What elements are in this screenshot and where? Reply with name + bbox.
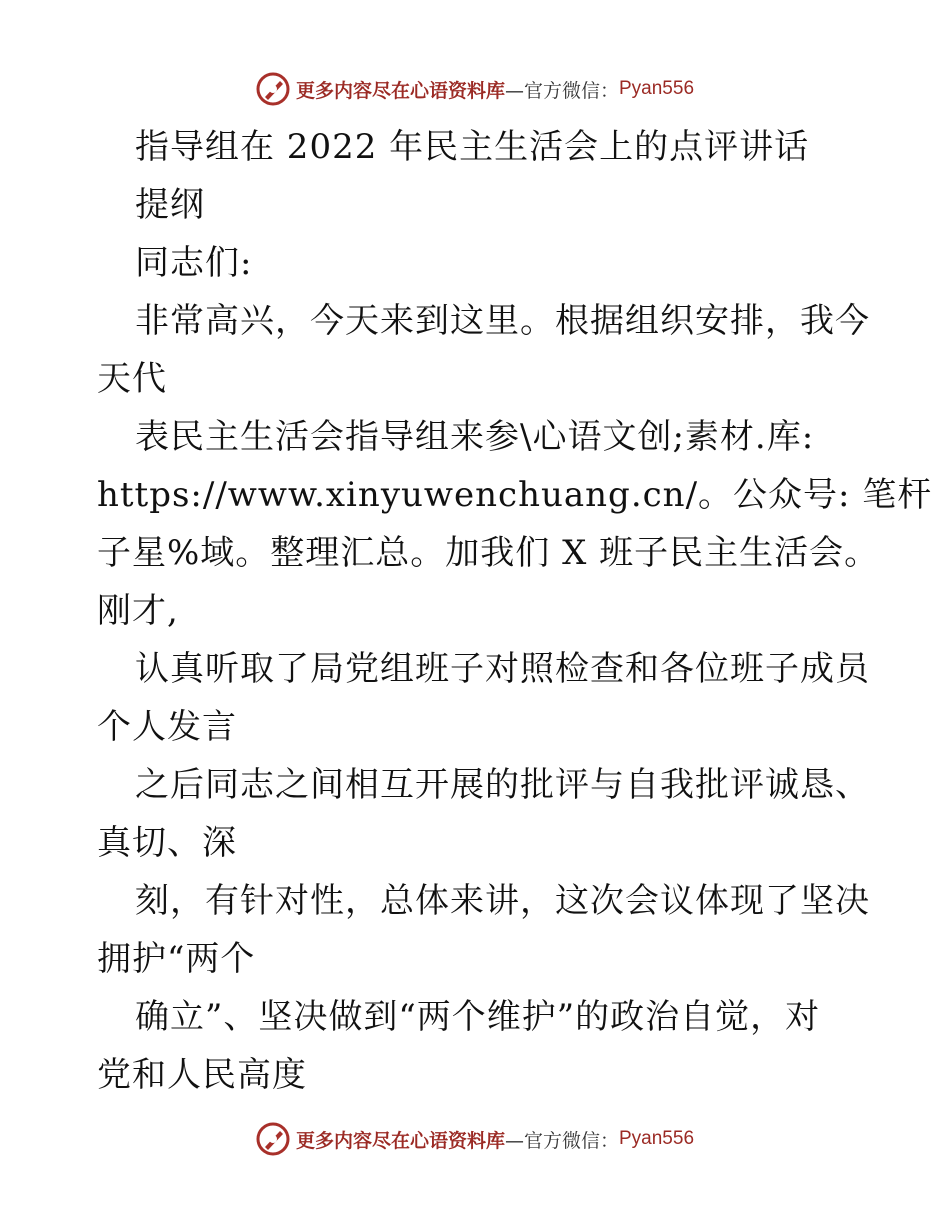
text-line: 刻，有针对性，总体来讲，这次会议体现了坚决: [135, 881, 870, 921]
text-line: 指导组在 2022 年民主生活会上的点评讲话: [135, 127, 810, 167]
header-watermark-banner: [0, 72, 950, 106]
text-line: 认真听取了局党组班子对照检查和各位班子成员: [135, 649, 870, 689]
document-body: [97, 118, 933, 1104]
text-line: 表民主生活会指导组来参\心语文创;素材.库:: [135, 417, 815, 457]
banner-wechat-label: —官方微信：: [504, 79, 619, 102]
banner-main-text: 更多内容尽在心语资料库: [295, 79, 505, 102]
text-line: 子星%域。整理汇总。加我们 X 班子民主生活会。: [97, 533, 880, 573]
text-line: 个人发言: [97, 707, 237, 747]
pen-logo-icon: [256, 1122, 290, 1156]
text-line: 提纲: [135, 185, 205, 225]
banner-wechat-account: Pyan556: [619, 78, 695, 99]
banner-wechat-label: —官方微信：: [504, 1129, 619, 1152]
text-line: 同志们:: [135, 243, 253, 283]
footer-watermark-banner: [0, 1122, 950, 1156]
text-line: 天代: [97, 359, 167, 399]
text-line: 真切、深: [97, 823, 237, 863]
banner-main-text: 更多内容尽在心语资料库: [295, 1129, 505, 1152]
text-line: 非常高兴，今天来到这里。根据组织安排，我今: [135, 301, 870, 341]
pen-logo-icon: [256, 72, 290, 106]
text-line: 确立”、坚决做到“两个维护”的政治自觉，对: [135, 997, 821, 1037]
text-line: 党和人民高度: [97, 1055, 307, 1095]
banner-wechat-account: Pyan556: [619, 1128, 695, 1149]
text-line: https://www.xinyuwenchuang.cn/。公众号: 笔杆: [97, 475, 933, 515]
text-line: 之后同志之间相互开展的批评与自我批评诚恳、: [135, 765, 870, 805]
text-line: 拥护“两个: [97, 939, 256, 979]
text-line: 刚才,: [97, 591, 179, 631]
